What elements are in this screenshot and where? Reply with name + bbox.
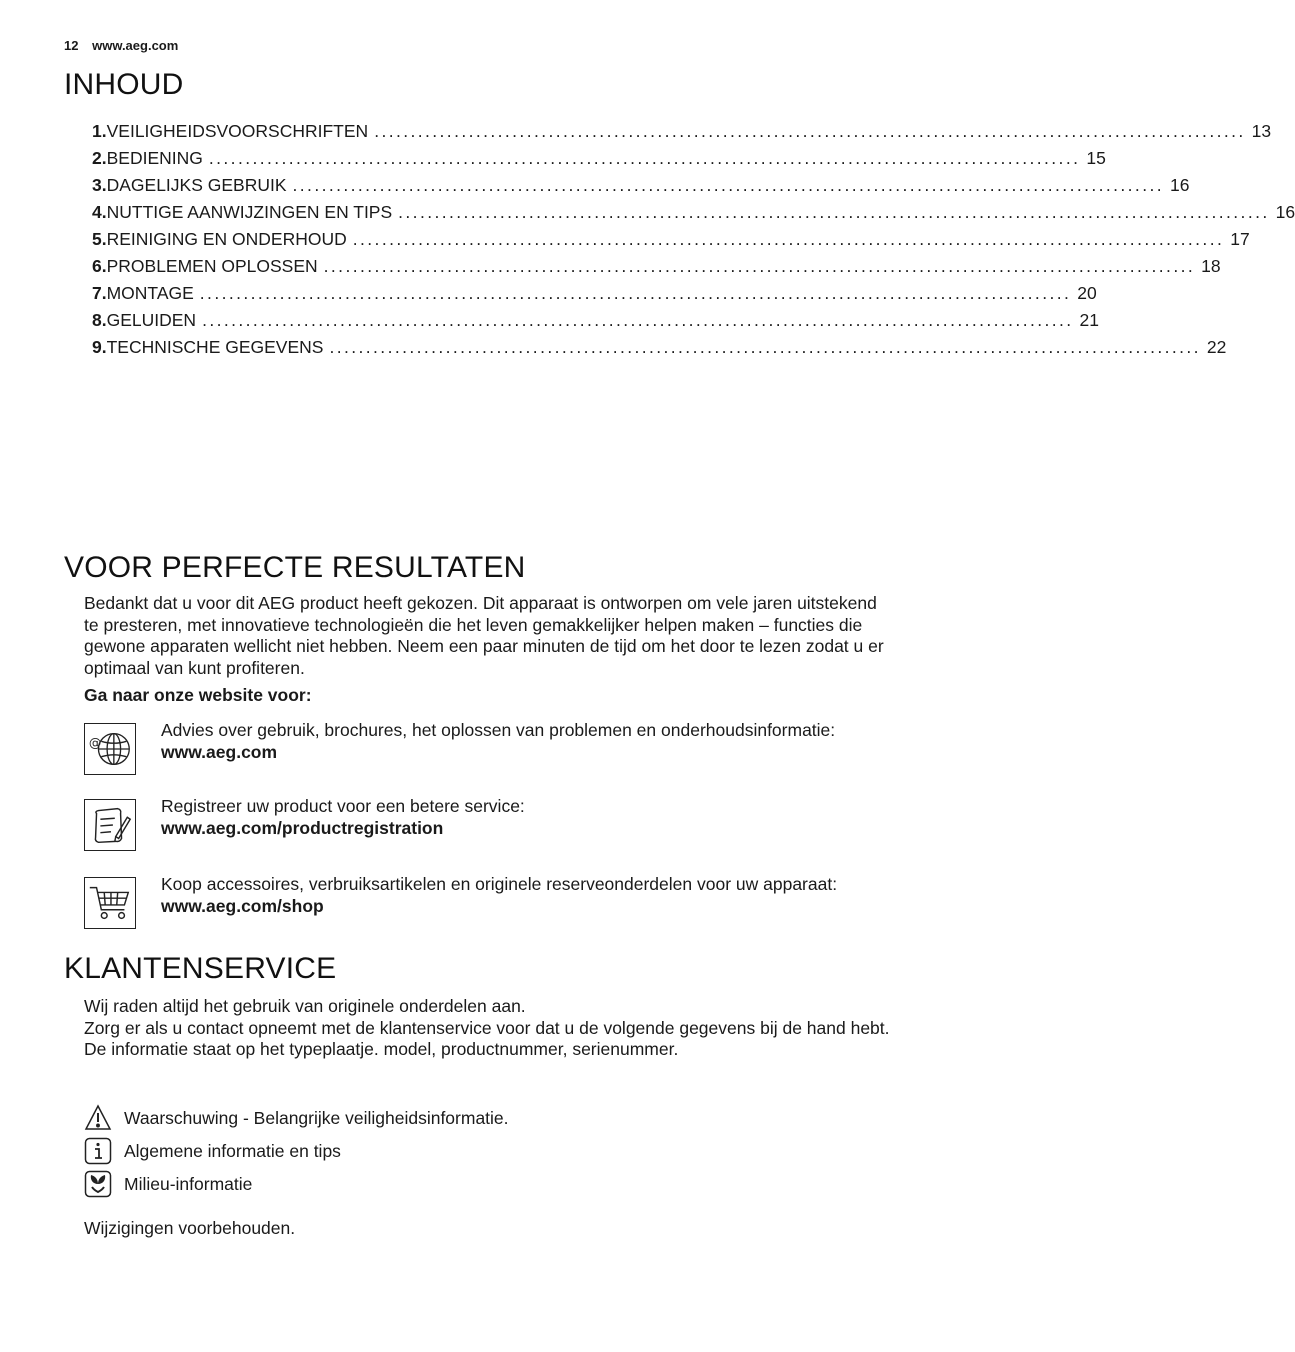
toc-item-title: PROBLEMEN OPLOSSEN (106, 256, 318, 276)
customer-service-text (84, 996, 896, 1061)
toc-item[interactable] (92, 229, 1250, 256)
toc-item-title: REINIGING EN ONDERHOUD (106, 229, 347, 249)
toc-item[interactable] (92, 283, 1097, 310)
website-heading: Ga naar onze website voor: (84, 685, 312, 705)
toc-item-title: GELUIDEN (106, 310, 197, 330)
service-link[interactable]: www.aeg.com/productregistration (161, 817, 444, 838)
toc-leader-dots: ........................................................................................................................ (374, 121, 1246, 141)
legend-text: Waarschuwing - Belangrijke veiligheidsinformatie. (124, 1107, 509, 1128)
toc-item-title: MONTAGE (106, 283, 194, 303)
toc-item-page: 22 (1206, 337, 1227, 357)
toc-item[interactable] (92, 148, 1106, 175)
toc-item-number: 9. (92, 337, 107, 357)
toc-leader-dots: ........................................................................................................................ (199, 283, 1072, 303)
globe-icon (84, 723, 136, 775)
service-description: Advies over gebruik, brochures, het oplossen van problemen en onderhoudsinformatie: (161, 720, 836, 740)
toc-item-page: 21 (1079, 310, 1099, 330)
customer-service-line: Zorg er als u contact opneemt met de klantenservice voor dat u de volgende gegevens bij de hand hebt. (84, 1017, 890, 1038)
toc-item-number: 3. (92, 175, 107, 195)
toc-item[interactable] (92, 121, 1272, 148)
legend-item-environment (84, 1170, 252, 1198)
environment-icon (84, 1170, 112, 1198)
toc-title: INHOUD (64, 68, 184, 101)
page-number: 12 (64, 38, 79, 53)
toc-item-page: 13 (1251, 121, 1272, 141)
toc-item-page: 16 (1169, 175, 1190, 195)
service-link[interactable]: www.aeg.com (161, 741, 278, 762)
toc-item-number: 7. (92, 283, 107, 303)
toc-leader-dots: ........................................................................................................................ (202, 310, 1074, 330)
toc-leader-dots: ........................................................................................................................ (329, 337, 1201, 357)
results-section-title: VOOR PERFECTE RESULTATEN (64, 551, 526, 584)
customer-service-title: KLANTENSERVICE (64, 952, 337, 985)
toc-item[interactable] (92, 337, 1227, 364)
service-link[interactable]: www.aeg.com/shop (161, 895, 324, 916)
table-of-contents (92, 121, 1295, 364)
toc-item-page: 18 (1201, 256, 1221, 276)
toc-item[interactable] (92, 202, 1295, 229)
legend-item-info (84, 1137, 341, 1165)
customer-service-line: Wij raden altijd het gebruik van originele onderdelen aan. (84, 996, 526, 1016)
toc-item-page: 20 (1077, 283, 1097, 303)
toc-item[interactable] (92, 256, 1221, 283)
registration-icon (84, 799, 136, 851)
shopping-cart-icon (84, 877, 136, 929)
toc-leader-dots: ........................................................................................................................ (323, 256, 1196, 276)
toc-leader-dots: ........................................................................................................................ (292, 175, 1164, 195)
toc-item-title: BEDIENING (106, 148, 203, 168)
toc-item-title: TECHNISCHE GEGEVENS (106, 337, 324, 357)
warning-icon (84, 1104, 112, 1132)
toc-item-number: 8. (92, 310, 107, 330)
toc-item-title: VEILIGHEIDSVOORSCHRIFTEN (106, 121, 369, 141)
toc-leader-dots: ........................................................................................................................ (208, 148, 1081, 168)
toc-item-number: 1. (92, 121, 107, 141)
toc-leader-dots: ........................................................................................................................ (398, 202, 1270, 222)
toc-item-page: 16 (1275, 202, 1295, 222)
intro-paragraph: Bedankt dat u voor dit AEG product heeft gekozen. Dit apparaat is ontworpen om vele jaren uitstekend te presteren, met innovatieve technologieën die het leven gemakkelijker helpen maken – functies die gewone apparaten wellicht niet hebben. Neem een paar minuten de tijd om het door te lezen zodat u er optimaal van kunt profiteren. (84, 593, 884, 678)
toc-item-number: 6. (92, 256, 107, 276)
toc-item-number: 5. (92, 229, 107, 249)
toc-item[interactable] (92, 175, 1190, 202)
toc-item-number: 4. (92, 202, 107, 222)
service-description: Koop accessoires, verbruiksartikelen en originele reserveonderdelen voor uw apparaat: (161, 874, 838, 894)
svg-text:@: @ (88, 735, 102, 751)
toc-item-number: 2. (92, 148, 107, 168)
info-icon (84, 1137, 112, 1165)
header-website[interactable]: www.aeg.com (92, 38, 179, 53)
legend-text: Algemene informatie en tips (124, 1140, 341, 1161)
customer-service-line: De informatie staat op het typeplaatje. model, productnummer, serienummer. (84, 1039, 679, 1059)
toc-item-page: 17 (1230, 229, 1250, 249)
toc-item-page: 15 (1086, 148, 1106, 168)
service-description: Registreer uw product voor een betere service: (161, 796, 525, 816)
toc-item[interactable] (92, 310, 1099, 337)
page-header (64, 38, 178, 53)
toc-item-title: DAGELIJKS GEBRUIK (106, 175, 287, 195)
changes-note: Wijzigingen voorbehouden. (84, 1218, 296, 1238)
toc-leader-dots: ........................................................................................................................ (352, 229, 1225, 249)
legend-item-warning (84, 1104, 509, 1132)
toc-item-title: NUTTIGE AANWIJZINGEN EN TIPS (106, 202, 393, 222)
legend-text: Milieu-informatie (124, 1173, 253, 1194)
